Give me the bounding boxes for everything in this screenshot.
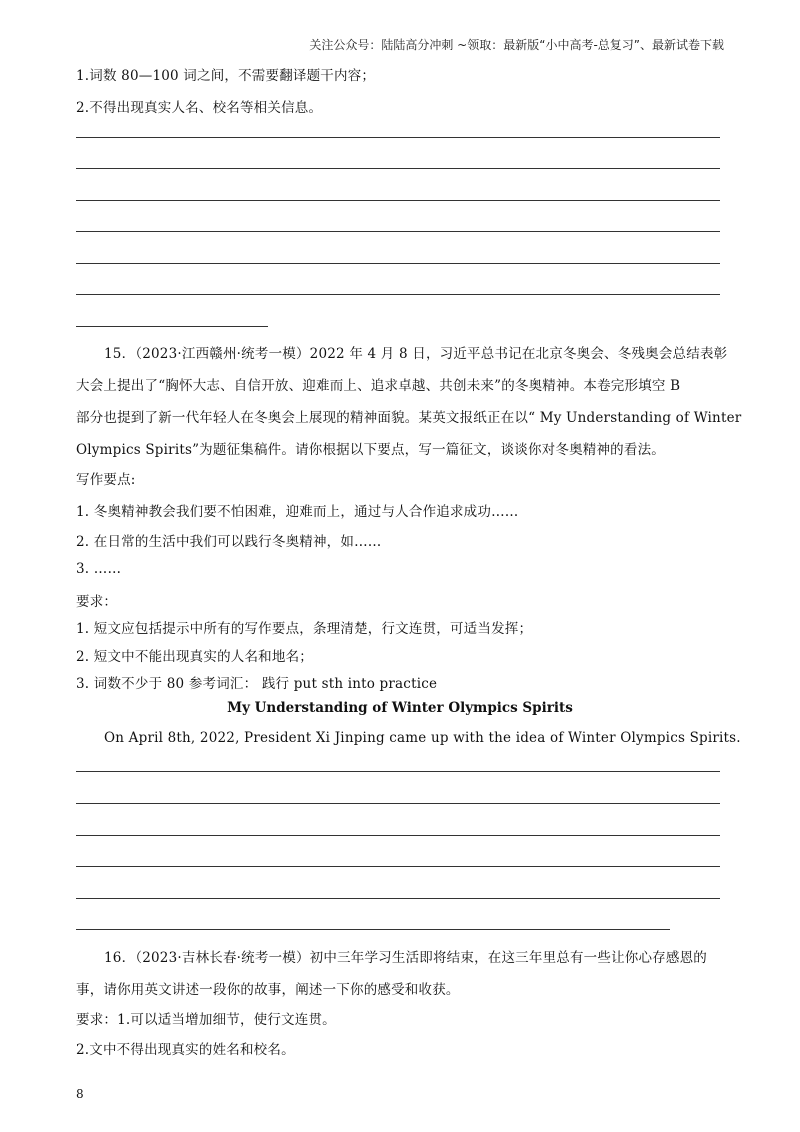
- answer-line: [76, 898, 720, 899]
- answer-line: [76, 771, 720, 772]
- essay-opening-sentence: On April 8th, 2022, President Xi Jinping came up with the idea of Winter Olympics Spirits.: [104, 730, 741, 746]
- answer-line: [76, 294, 720, 295]
- q15-intro-line-1: 15．（2023·江西赣州·统考一模）2022 年 4 月 8 日，习近平总书记在北京冬奥会、冬残奥会总结表彰: [104, 346, 728, 362]
- q15-points-label: 写作要点:: [76, 472, 136, 488]
- answer-line: [76, 263, 720, 264]
- q15-intro-line-3: 部分也提到了新一代年轻人在冬奥会上展现的精神面貌。某英文报纸正在以“ My Understanding of Winter: [76, 410, 742, 426]
- prev-requirement-1: 1.词数 80—100 词之间，不需要翻译题干内容；: [76, 68, 376, 84]
- answer-line: [76, 866, 720, 867]
- essay-title: My Understanding of Winter Olympics Spirits: [227, 700, 573, 716]
- q16-intro-line-1: 16．（2023·吉林长春·统考一模）初中三年学习生活即将结束，在这三年里总有一些让你心存感恩的: [104, 950, 707, 966]
- q16-intro-line-2: 事，请你用英文讲述一段你的故事，阐述一下你的感受和收获。: [76, 982, 460, 998]
- q15-requirement-1: 1. 短文应包括提示中所有的写作要点，条理清楚，行文连贯，可适当发挥；: [76, 621, 533, 637]
- q16-requirement-1: 要求：1.可以适当增加细节，使行文连贯。: [76, 1012, 336, 1028]
- q15-point-2: 2. 在日常的生活中我们可以践行冬奥精神，如……: [76, 534, 382, 550]
- answer-line: [76, 231, 720, 232]
- q15-requirement-2: 2. 短文中不能出现真实的人名和地名；: [76, 649, 313, 665]
- q15-point-3: 3. ……: [76, 561, 122, 577]
- answer-line-short: [76, 326, 268, 327]
- q16-requirement-2: 2.文中不得出现真实的姓名和校名。: [76, 1042, 295, 1058]
- prev-requirement-2: 2.不得出现真实人名、校名等相关信息。: [76, 100, 323, 116]
- q15-intro-line-2: 大会上提出了“胸怀大志、自信开放、迎难而上、追求卓越、共创未来”的冬奥精神。本卷完形填空 B: [76, 378, 681, 394]
- answer-line: [76, 835, 720, 836]
- q15-requirements-label: 要求：: [76, 594, 118, 610]
- answer-line: [76, 803, 720, 804]
- answer-line: [76, 929, 670, 930]
- q15-point-1: 1. 冬奥精神教会我们要不怕困难，迎难而上，通过与人合作追求成功……: [76, 504, 519, 520]
- answer-line: [76, 200, 720, 201]
- page-header: 关注公众号：陆陆高分冲刺 ~领取：最新版“小中高考-总复习”、最新试卷下载: [309, 38, 724, 52]
- page-number: 8: [76, 1087, 84, 1101]
- answer-line: [76, 137, 720, 138]
- q15-requirement-3: 3. 词数不少于 80 参考词汇： 践行 put sth into practice: [76, 676, 438, 692]
- answer-line: [76, 168, 720, 169]
- q15-intro-line-4: Olympics Spirits”为题征集稿件。请你根据以下要点，写一篇征文，谈谈你对冬奥精神的看法。: [76, 442, 665, 458]
